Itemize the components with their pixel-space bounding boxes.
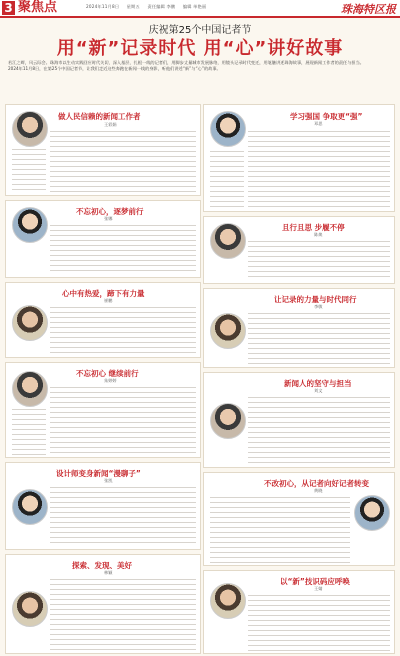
- article-title: 心中有热爱，蹄下有力量: [62, 289, 145, 298]
- section-title: 聚焦点: [18, 0, 58, 15]
- article-card[interactable]: [203, 104, 395, 212]
- masthead-bar: [0, 0, 400, 18]
- article-card[interactable]: [5, 282, 201, 358]
- article-card[interactable]: [5, 200, 201, 278]
- author-photo: [12, 371, 48, 407]
- article-body: [50, 487, 196, 547]
- article-card[interactable]: [5, 104, 201, 196]
- article-title: 设计师变身新闻“漫聊子”: [56, 469, 141, 478]
- headline: 用“新”记录时代 用“心”讲好故事: [56, 38, 344, 59]
- article-card[interactable]: [203, 288, 395, 368]
- article-author: 黄晓: [314, 488, 323, 493]
- author-photo: [12, 207, 48, 243]
- issue-meta: [86, 4, 212, 10]
- issue-weekday: 星期五: [126, 4, 140, 9]
- deck: [8, 60, 392, 72]
- article-author: 朱婷婷: [104, 378, 117, 383]
- article-card[interactable]: [203, 472, 395, 566]
- article-title: 以“新”技识码应呼唤: [280, 577, 350, 586]
- article-title: 不忘初心，逐梦前行: [76, 207, 144, 216]
- article-body: [50, 131, 196, 193]
- author-photo: [12, 111, 48, 147]
- article-author: 崔鹏: [104, 298, 113, 303]
- article-body: [248, 131, 390, 209]
- article-title: 不忘初心 继续前行: [76, 369, 139, 378]
- article-body: [248, 397, 390, 465]
- article-title: 学习强国 争取更“强”: [290, 112, 363, 121]
- issue-date: 2024年11月8日: [86, 4, 120, 9]
- article-author: 李敏: [314, 304, 323, 309]
- article-title: 做人民信赖的新闻工作者: [58, 112, 141, 121]
- article-card[interactable]: [203, 216, 395, 284]
- author-photo: [12, 305, 48, 341]
- article-body: [248, 313, 390, 365]
- article-body: [50, 387, 196, 455]
- article-card[interactable]: [203, 372, 395, 468]
- article-author: 陈焕: [314, 232, 323, 237]
- article-card[interactable]: [203, 570, 395, 654]
- author-photo: [210, 403, 246, 439]
- author-photo: [210, 583, 246, 619]
- author-photo: [210, 313, 246, 349]
- article-body: [50, 579, 196, 651]
- article-author: 刘文: [314, 388, 323, 393]
- article-title: 新闻人的坚守与担当: [284, 379, 352, 388]
- author-photo: [210, 223, 246, 259]
- article-author: 林颖: [104, 570, 113, 575]
- article-body: [210, 151, 244, 209]
- article-title: 且行且思 步履不停: [282, 223, 345, 232]
- article-body: [12, 149, 46, 193]
- article-body: [248, 241, 390, 281]
- author-photo: [210, 111, 246, 147]
- page-number: 3: [2, 1, 15, 15]
- article-card[interactable]: [5, 554, 201, 654]
- deck-paragraph: 若江之畔，风云际会。珠海市以生动实践回应时代关切，深入基层、扎根一线的记者们，用脚步丈量城市发展脉络，用镜头记录时代变迁，用笔触讲述珠海故事，展现新闻工作者的责任与担当。: [8, 60, 364, 65]
- article-author: 邓思: [314, 121, 323, 126]
- deck-paragraph: 2024年11月8日，在第25个中国记者节，让我们走近这些奔跑在新闻一线的身影，听他们讲述“新”与“心”的故事。: [8, 66, 221, 72]
- article-body: [50, 307, 196, 355]
- article-body: [210, 497, 350, 563]
- issue-designer: 编辑 单艳丽: [182, 4, 207, 9]
- article-title: 探索、发现、美好: [72, 561, 132, 570]
- article-title: 不改初心，从记者向好记者转变: [264, 479, 369, 488]
- article-body: [248, 595, 390, 651]
- issue-editor: 责任编辑 李鹏: [147, 4, 176, 9]
- article-author: 王婧: [314, 586, 323, 591]
- article-card[interactable]: [5, 462, 201, 550]
- newspaper-logo: 珠海特区报: [341, 3, 396, 16]
- article-author: 张凯: [104, 478, 113, 483]
- author-photo: [12, 591, 48, 627]
- article-body: [50, 225, 196, 275]
- article-card[interactable]: [5, 362, 201, 458]
- article-title: 让记录的力量与时代同行: [274, 295, 357, 304]
- article-body: [12, 409, 46, 455]
- author-photo: [12, 489, 48, 525]
- kicker: 庆祝第25个中国记者节: [148, 25, 252, 36]
- article-author: 王彩娟: [104, 122, 117, 127]
- author-photo: [354, 495, 390, 531]
- article-author: 张娜: [104, 216, 113, 221]
